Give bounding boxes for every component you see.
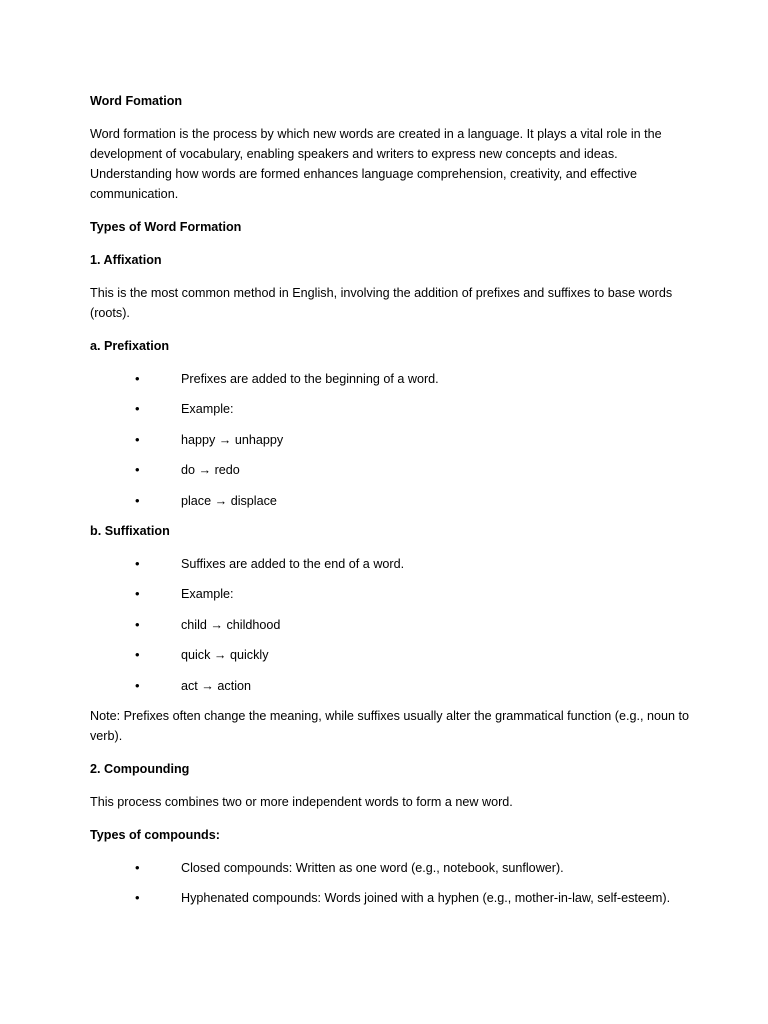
- intro-paragraph: Word formation is the process by which new words are created in a language. It plays a vital role in the development of vocabulary, enabling speakers and writers to express new concepts and ideas. Understanding how words are formed enhances language comprehension, creativity, and effective communication.: [90, 127, 662, 201]
- bullet-icon: •: [135, 890, 140, 906]
- bullet-icon: •: [135, 401, 140, 417]
- bullet-icon: •: [135, 616, 140, 632]
- list-item: • Prefixes are added to the beginning of a word.: [90, 369, 690, 389]
- bullet-icon: •: [135, 431, 140, 447]
- list-item: • place → displace: [90, 491, 690, 511]
- list-item: • happy → unhappy: [90, 430, 690, 450]
- suffixation-heading: b. Suffixation: [90, 523, 170, 538]
- document-page: [90, 91, 690, 919]
- bullet-icon: •: [135, 371, 140, 386]
- prefixation-heading: a. Prefixation: [90, 339, 170, 353]
- compounding-description: This process combines two or more independent words to form a new word.: [90, 794, 513, 809]
- bullet-icon: •: [135, 555, 140, 571]
- affixation-description: This is the most common method in English, involving the addition of prefixes and suffixes to base words (roots).: [90, 286, 673, 320]
- bullet-icon: •: [135, 462, 140, 478]
- bullet-icon: •: [135, 859, 140, 875]
- compounding-heading: 2. Compounding: [90, 761, 190, 776]
- compound-types-list: [90, 858, 690, 908]
- prefixation-list: [90, 369, 690, 511]
- document-title: Word Fomation: [90, 94, 183, 108]
- bullet-icon: •: [135, 586, 140, 602]
- list-item: • Hyphenated compounds: Words joined with a hyphen (e.g., mother-in-law, self-esteem).: [90, 888, 690, 908]
- list-item: • act → action: [90, 676, 690, 696]
- list-item: • child → childhood: [90, 615, 690, 635]
- list-item: • do → redo: [90, 460, 690, 480]
- compound-types-heading: Types of compounds:: [90, 827, 220, 842]
- bullet-icon: •: [135, 677, 140, 693]
- list-item: • Closed compounds: Written as one word (e.g., notebook, sunflower).: [90, 858, 690, 878]
- list-item: • Example:: [90, 584, 690, 604]
- list-item: • quick → quickly: [90, 645, 690, 665]
- bullet-icon: •: [135, 647, 140, 663]
- affixation-note: Note: Prefixes often change the meaning, while suffixes usually alter the grammatical function (e.g., noun to verb).: [90, 708, 690, 743]
- list-item: • Suffixes are added to the end of a word.: [90, 554, 690, 574]
- types-heading: Types of Word Formation: [90, 220, 242, 234]
- bullet-icon: •: [135, 492, 140, 508]
- list-item: • Example:: [90, 399, 690, 419]
- affixation-heading: 1. Affixation: [90, 253, 162, 267]
- suffixation-list: [90, 554, 690, 696]
